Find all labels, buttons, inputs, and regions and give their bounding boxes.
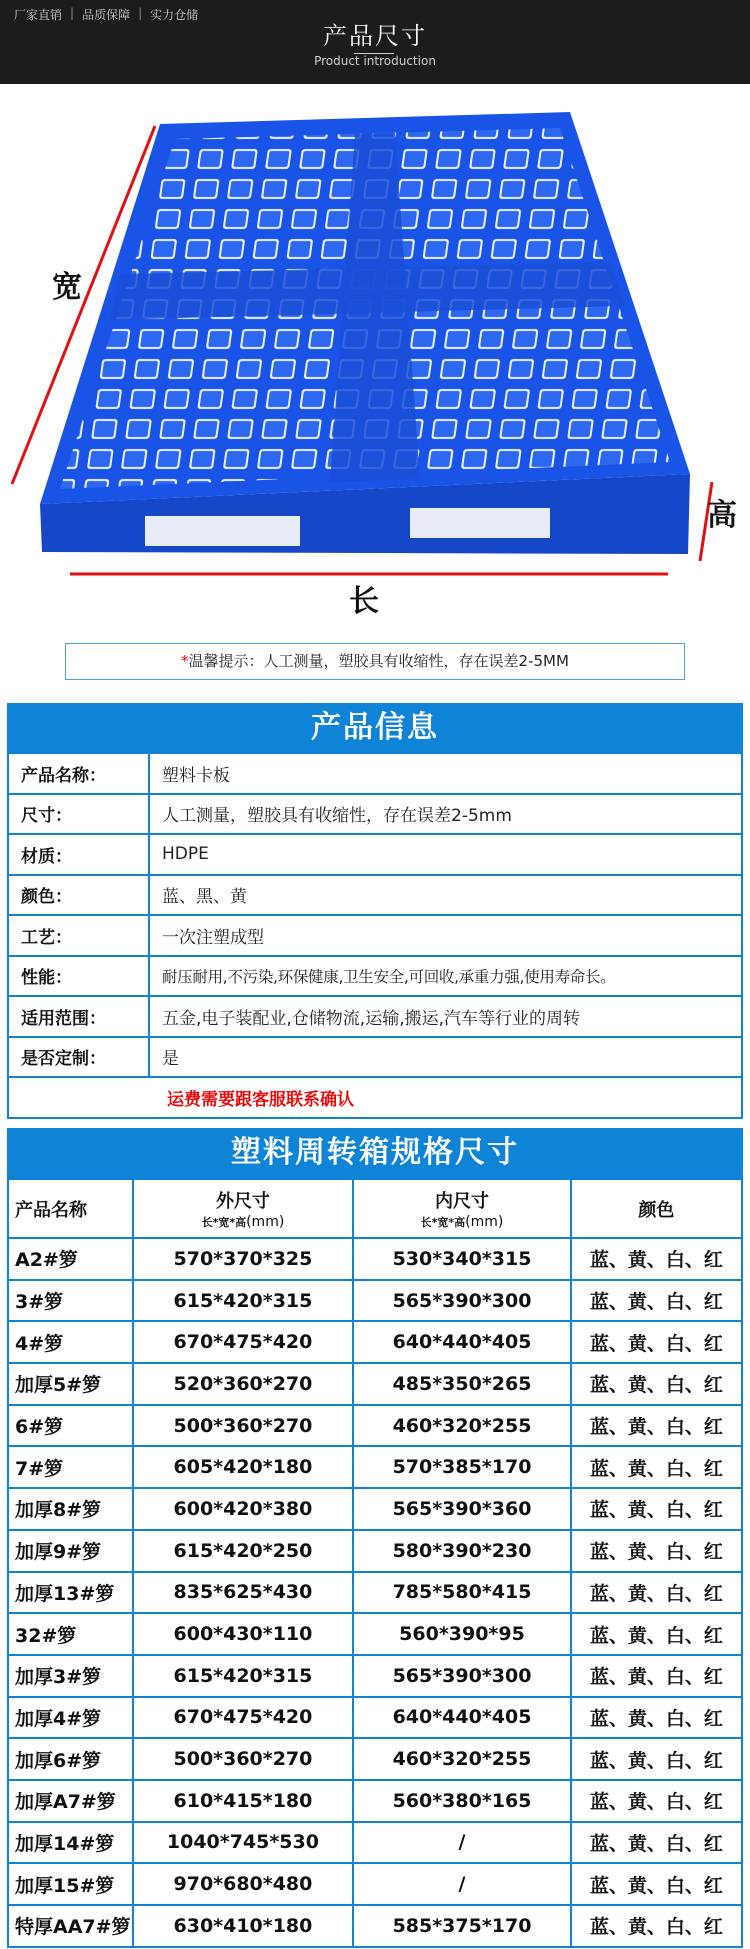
notice-text: 温馨提示：人工测量，塑胶具有收缩性，存在误差2-5MM bbox=[188, 652, 569, 670]
spec-cell-color: 蓝、黄、白、红 bbox=[571, 1321, 742, 1363]
spec-cell-color: 蓝、黄、白、红 bbox=[571, 1697, 742, 1739]
freight-note: 运费需要跟客服联系确认 bbox=[8, 1077, 742, 1118]
spec-cell-inner: 640*440*405 bbox=[353, 1321, 571, 1363]
spec-cell-name: 特厚AA7#箩 bbox=[8, 1905, 133, 1947]
spec-cell-outer: 670*475*420 bbox=[133, 1697, 354, 1739]
table-row bbox=[8, 1655, 742, 1697]
header-title: 产品尺寸 bbox=[323, 22, 427, 50]
table-row bbox=[8, 794, 742, 835]
col-header-outer bbox=[133, 1179, 354, 1238]
info-value: 蓝、黑、黄 bbox=[149, 875, 742, 916]
table-row bbox=[8, 1530, 742, 1572]
spec-cell-inner: 580*390*230 bbox=[353, 1530, 571, 1572]
tag-factory-direct: 厂家直销 bbox=[14, 8, 63, 22]
table-row bbox=[8, 1488, 742, 1530]
info-key: 尺寸： bbox=[8, 794, 149, 835]
tag-warehouse: 实力仓储 bbox=[150, 8, 199, 22]
table-row bbox=[8, 1905, 742, 1947]
table-row bbox=[8, 1405, 742, 1447]
spec-cell-color: 蓝、黄、白、红 bbox=[571, 1863, 742, 1905]
spec-cell-name: 加厚8#箩 bbox=[8, 1488, 133, 1530]
spec-cell-inner: / bbox=[353, 1863, 571, 1905]
info-key: 性能： bbox=[8, 956, 149, 997]
spec-cell-outer: 835*625*430 bbox=[133, 1572, 354, 1614]
info-key: 工艺： bbox=[8, 915, 149, 956]
table-row bbox=[8, 1738, 742, 1780]
product-info-table bbox=[7, 752, 743, 1119]
info-value: HDPE bbox=[149, 834, 742, 875]
col-header-color: 颜色 bbox=[571, 1179, 742, 1238]
spec-cell-color: 蓝、黄、白、红 bbox=[571, 1572, 742, 1614]
inner-unit: (mm) bbox=[465, 1214, 504, 1230]
spec-cell-inner: 485*350*265 bbox=[353, 1363, 571, 1405]
spec-cell-color: 蓝、黄、白、红 bbox=[571, 1738, 742, 1780]
spec-cell-name: 4#箩 bbox=[8, 1321, 133, 1363]
col-header-name: 产品名称 bbox=[8, 1179, 133, 1238]
table-row bbox=[8, 834, 742, 875]
spec-cell-name: A2#箩 bbox=[8, 1238, 133, 1280]
spec-table-body bbox=[8, 1238, 742, 1947]
table-row bbox=[8, 1780, 742, 1822]
spec-table-title: 塑料周转箱规格尺寸 bbox=[7, 1128, 743, 1178]
spec-cell-outer: 630*410*180 bbox=[133, 1905, 354, 1947]
info-value: 人工测量，塑胶具有收缩性，存在误差2-5mm bbox=[149, 794, 742, 835]
table-row bbox=[8, 1446, 742, 1488]
table-row bbox=[8, 1321, 742, 1363]
spec-cell-inner: 565*390*360 bbox=[353, 1488, 571, 1530]
table-row bbox=[8, 1238, 742, 1280]
inner-sub bbox=[354, 1214, 570, 1230]
spec-cell-inner: 560*380*165 bbox=[353, 1780, 571, 1822]
spec-cell-color: 蓝、黄、白、红 bbox=[571, 1238, 742, 1280]
spec-cell-inner: 460*320*255 bbox=[353, 1405, 571, 1447]
table-row bbox=[8, 996, 742, 1037]
spec-cell-outer: 600*420*380 bbox=[133, 1488, 354, 1530]
outer-sub bbox=[134, 1214, 353, 1230]
spec-cell-color: 蓝、黄、白、红 bbox=[571, 1780, 742, 1822]
spec-cell-name: 加厚15#箩 bbox=[8, 1863, 133, 1905]
spec-cell-name: 加厚5#箩 bbox=[8, 1363, 133, 1405]
inner-label: 内尺寸 bbox=[435, 1191, 489, 1212]
spec-cell-name: 加厚4#箩 bbox=[8, 1697, 133, 1739]
spec-cell-inner: 570*385*170 bbox=[353, 1446, 571, 1488]
table-row bbox=[8, 753, 742, 794]
info-key: 产品名称： bbox=[8, 753, 149, 794]
spec-cell-inner: 565*390*300 bbox=[353, 1280, 571, 1322]
width-label: 宽 bbox=[52, 270, 82, 305]
spec-cell-outer: 970*680*480 bbox=[133, 1863, 354, 1905]
spec-cell-color: 蓝、黄、白、红 bbox=[571, 1530, 742, 1572]
info-key: 适用范围： bbox=[8, 996, 149, 1037]
spec-cell-outer: 615*420*315 bbox=[133, 1280, 354, 1322]
spec-cell-name: 加厚9#箩 bbox=[8, 1530, 133, 1572]
spec-cell-outer: 615*420*315 bbox=[133, 1655, 354, 1697]
info-value: 五金,电子装配业,仓储物流,运输,搬运,汽车等行业的周转 bbox=[149, 996, 742, 1037]
spec-cell-name: 3#箩 bbox=[8, 1280, 133, 1322]
spec-cell-name: 6#箩 bbox=[8, 1405, 133, 1447]
pallet-image bbox=[0, 84, 750, 624]
outer-unit: (mm) bbox=[246, 1214, 285, 1230]
tag-quality: 品质保障 bbox=[82, 8, 131, 22]
spec-cell-name: 32#箩 bbox=[8, 1613, 133, 1655]
outer-label: 外尺寸 bbox=[215, 1191, 270, 1212]
spec-cell-outer: 520*360*270 bbox=[133, 1363, 354, 1405]
pallet-fork-slot-right bbox=[410, 508, 550, 538]
spec-cell-color: 蓝、黄、白、红 bbox=[571, 1655, 742, 1697]
spec-cell-outer: 600*430*110 bbox=[133, 1613, 354, 1655]
spec-cell-color: 蓝、黄、白、红 bbox=[571, 1613, 742, 1655]
spec-cell-outer: 500*360*270 bbox=[133, 1405, 354, 1447]
spec-cell-color: 蓝、黄、白、红 bbox=[571, 1822, 742, 1864]
spec-cell-outer: 1040*745*530 bbox=[133, 1822, 354, 1864]
spec-cell-name: 加厚A7#箩 bbox=[8, 1780, 133, 1822]
info-value: 耐压耐用,不污染,环保健康,卫生安全,可回收,承重力强,使用寿命长。 bbox=[149, 956, 742, 997]
info-value: 一次注塑成型 bbox=[149, 915, 742, 956]
spec-table bbox=[7, 1178, 743, 1948]
table-row bbox=[8, 1822, 742, 1864]
spec-cell-color: 蓝、黄、白、红 bbox=[571, 1488, 742, 1530]
spec-cell-color: 蓝、黄、白、红 bbox=[571, 1905, 742, 1947]
spec-cell-name: 加厚6#箩 bbox=[8, 1738, 133, 1780]
table-row bbox=[8, 1863, 742, 1905]
pallet-illustration bbox=[0, 84, 750, 624]
info-value: 是 bbox=[149, 1037, 742, 1078]
spec-header-row bbox=[8, 1179, 742, 1238]
spec-cell-color: 蓝、黄、白、红 bbox=[571, 1446, 742, 1488]
spec-cell-outer: 570*370*325 bbox=[133, 1238, 354, 1280]
tag-separator: | bbox=[70, 6, 75, 20]
spec-cell-outer: 610*415*180 bbox=[133, 1780, 354, 1822]
spec-cell-color: 蓝、黄、白、红 bbox=[571, 1280, 742, 1322]
spec-cell-outer: 615*420*250 bbox=[133, 1530, 354, 1572]
table-row bbox=[8, 1613, 742, 1655]
info-key: 材质： bbox=[8, 834, 149, 875]
table-row bbox=[8, 1363, 742, 1405]
header-subtitle: Product introduction bbox=[314, 54, 436, 68]
spec-cell-name: 7#箩 bbox=[8, 1446, 133, 1488]
col-header-inner bbox=[353, 1179, 571, 1238]
measurement-notice bbox=[65, 643, 685, 680]
pallet-fork-slot-left bbox=[145, 516, 300, 546]
length-label: 长 bbox=[349, 584, 379, 619]
table-row bbox=[8, 1077, 742, 1118]
table-row bbox=[8, 956, 742, 997]
tag-separator: | bbox=[138, 6, 143, 20]
notice-star: * bbox=[181, 652, 189, 670]
table-row bbox=[8, 875, 742, 916]
table-row bbox=[8, 1572, 742, 1614]
spec-cell-inner: 530*340*315 bbox=[353, 1238, 571, 1280]
info-value: 塑料卡板 bbox=[149, 753, 742, 794]
header-banner bbox=[0, 0, 750, 84]
info-key: 颜色： bbox=[8, 875, 149, 916]
inner-sub-text: 长*宽*高 bbox=[420, 1216, 466, 1229]
spec-cell-outer: 670*475*420 bbox=[133, 1321, 354, 1363]
spec-cell-inner: 565*390*300 bbox=[353, 1655, 571, 1697]
spec-cell-inner: 460*320*255 bbox=[353, 1738, 571, 1780]
spec-cell-name: 加厚13#箩 bbox=[8, 1572, 133, 1614]
spec-cell-color: 蓝、黄、白、红 bbox=[571, 1405, 742, 1447]
outer-sub-text: 长*宽*高 bbox=[201, 1216, 247, 1229]
table-row bbox=[8, 1037, 742, 1078]
spec-cell-outer: 500*360*270 bbox=[133, 1738, 354, 1780]
spec-cell-inner: / bbox=[353, 1822, 571, 1864]
spec-cell-inner: 785*580*415 bbox=[353, 1572, 571, 1614]
info-key: 是否定制： bbox=[8, 1037, 149, 1078]
spec-cell-inner: 560*390*95 bbox=[353, 1613, 571, 1655]
spec-cell-inner: 640*440*405 bbox=[353, 1697, 571, 1739]
product-info-title: 产品信息 bbox=[7, 703, 743, 753]
table-row bbox=[8, 915, 742, 956]
spec-cell-inner: 585*375*170 bbox=[353, 1905, 571, 1947]
table-row bbox=[8, 1280, 742, 1322]
spec-cell-color: 蓝、黄、白、红 bbox=[571, 1363, 742, 1405]
spec-cell-name: 加厚3#箩 bbox=[8, 1655, 133, 1697]
spec-cell-name: 加厚14#箩 bbox=[8, 1822, 133, 1864]
table-row bbox=[8, 1697, 742, 1739]
height-label: 高 bbox=[707, 498, 737, 533]
spec-cell-outer: 605*420*180 bbox=[133, 1446, 354, 1488]
